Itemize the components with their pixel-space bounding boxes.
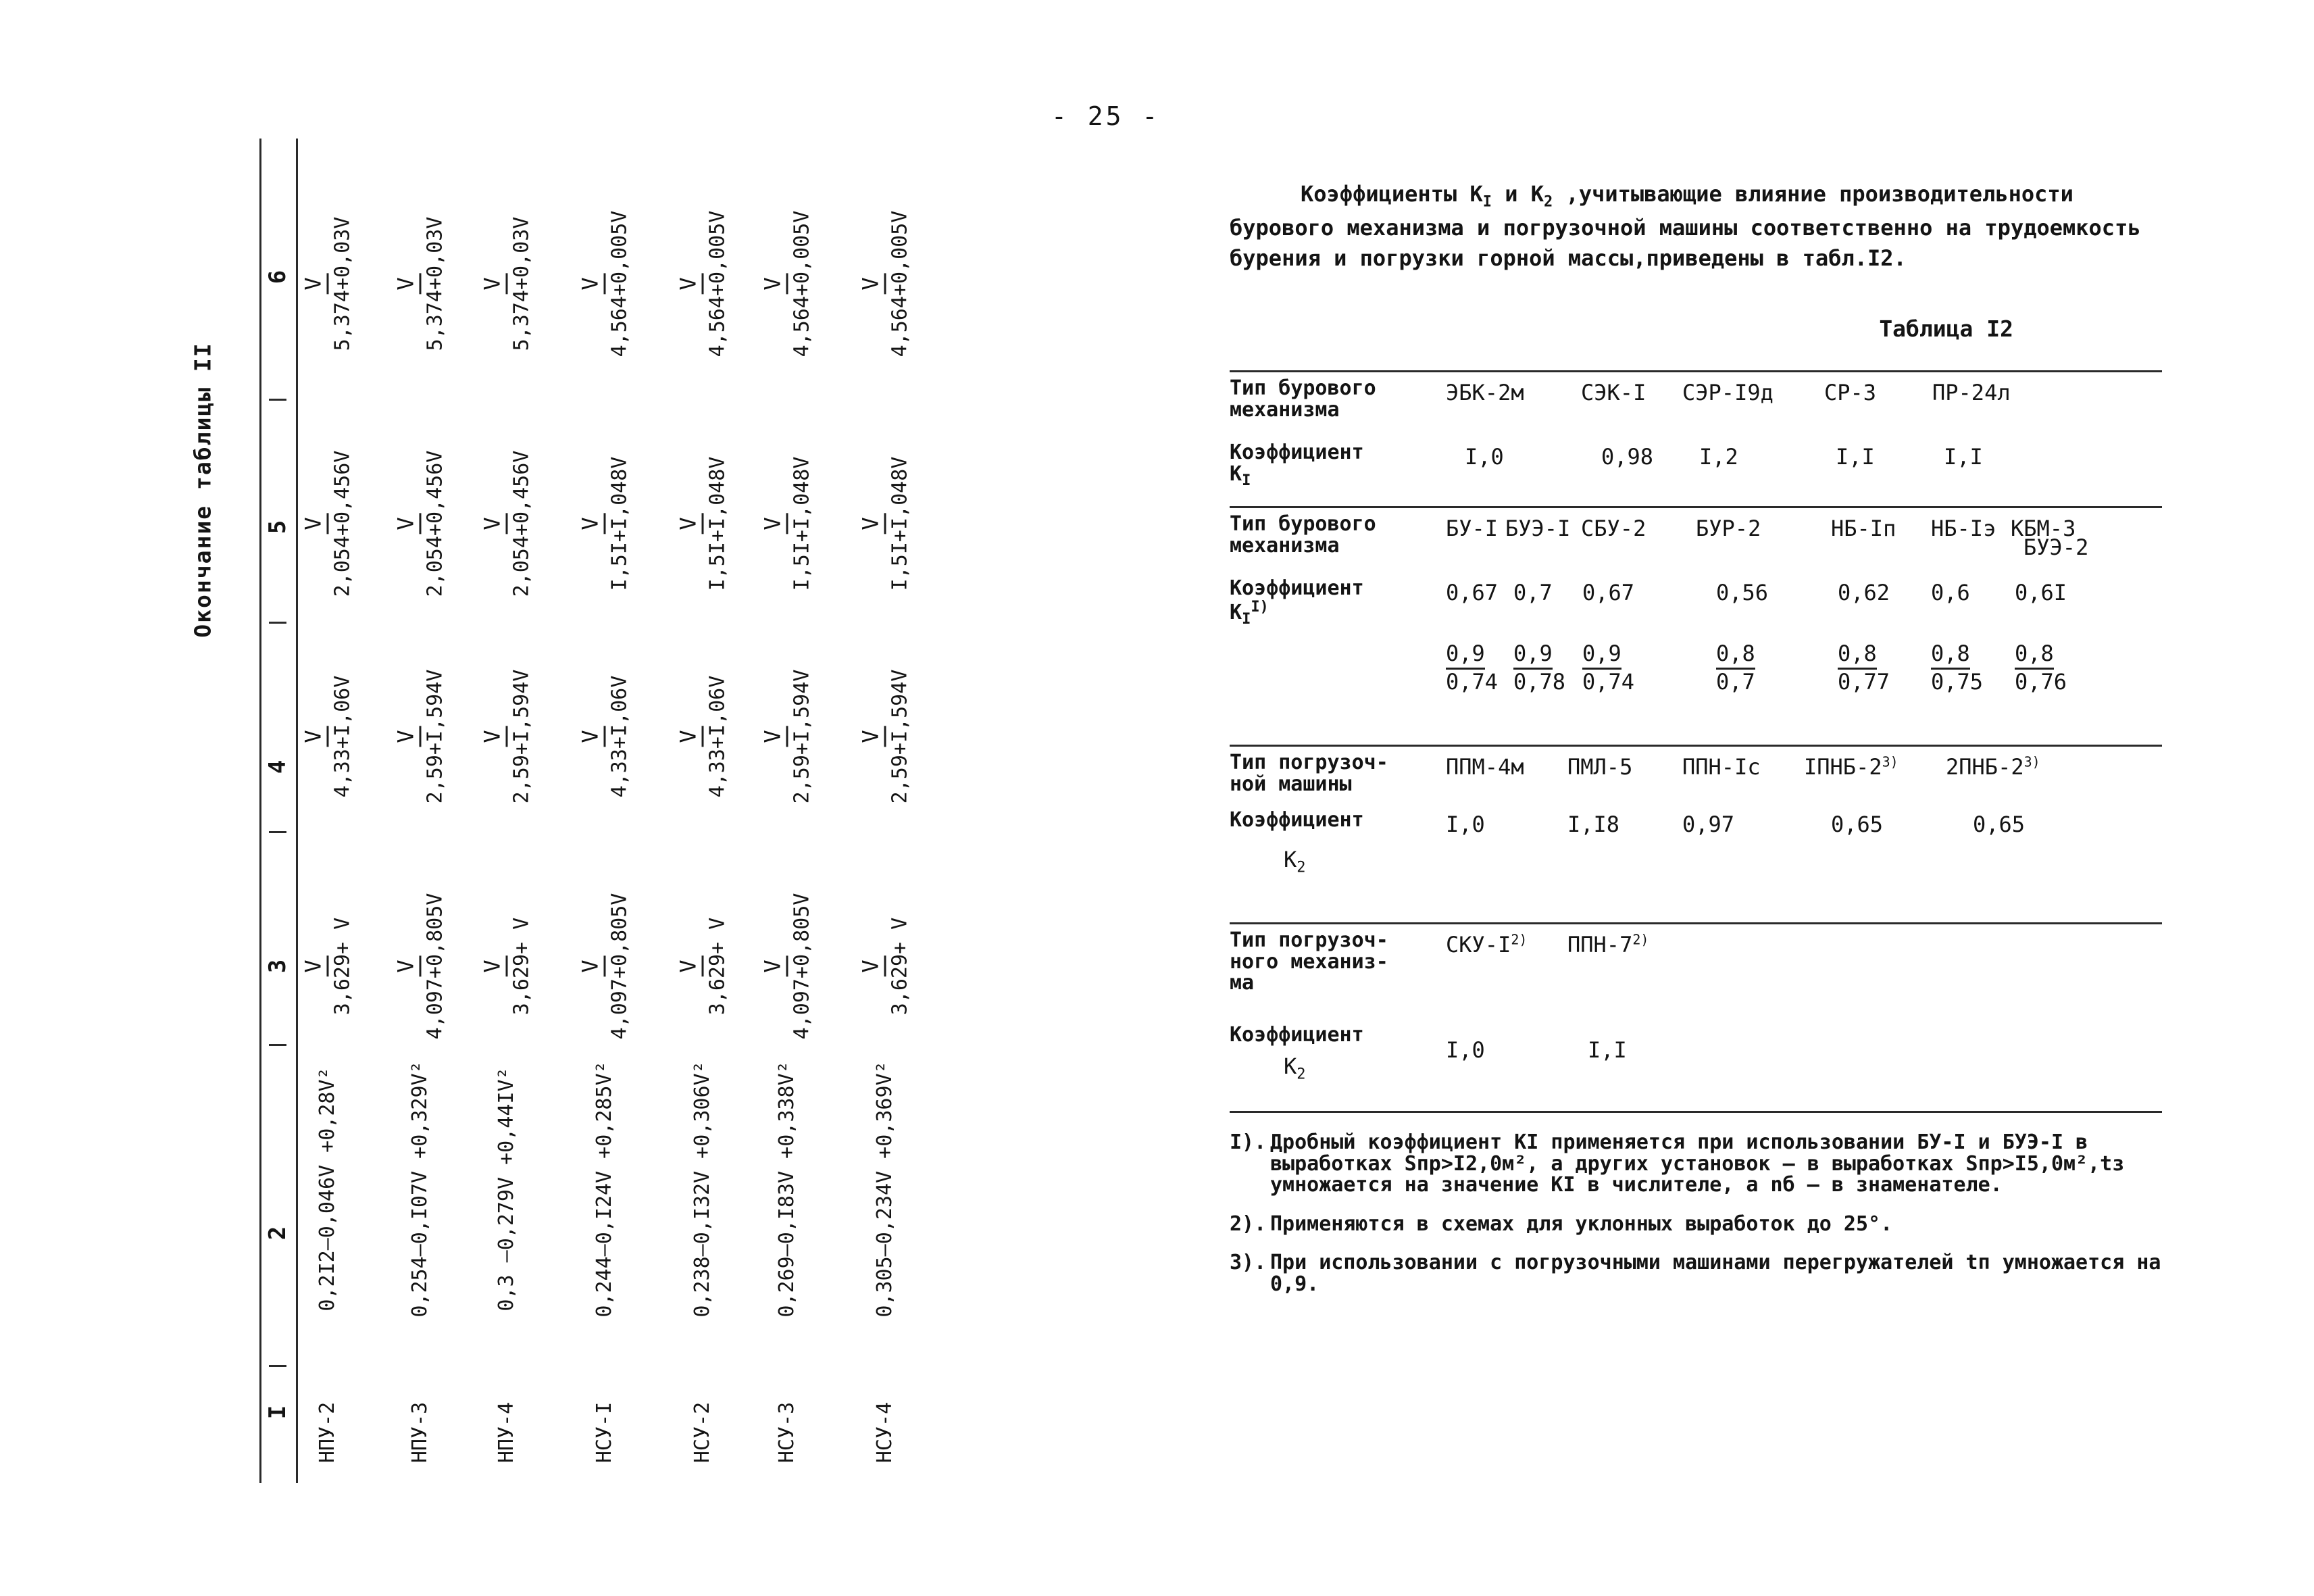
- label-coefficient-k2: Коэффициент $K_2$: [1230, 808, 1364, 876]
- coefficient-cell: I,I8: [1567, 812, 1620, 838]
- table-11-column-separator: [269, 831, 286, 833]
- loader-type-cell: ППН-7$^{2)}$: [1567, 931, 1649, 958]
- fraction-formula-cell: V 2,054+0,456V: [479, 450, 534, 597]
- coefficient-cell: 0,56: [1716, 580, 1769, 606]
- fraction-formula-cell: V 5,374+0,03V: [479, 216, 534, 351]
- label-coefficient-k1: Коэффициент $K_I^{I)}$: [1230, 576, 1364, 628]
- fraction-formula-cell: V I,5I+I,048V: [857, 456, 912, 591]
- fraction-formula-cell: V 2,59+I,594V: [393, 669, 447, 804]
- fraction-formula-cell: V 4,564+0,005V: [759, 210, 814, 357]
- table-12-caption: Таблица I2: [1879, 315, 2013, 342]
- drill-type-cell: БУЭ-I: [1505, 516, 1571, 542]
- loader-type-cell: ППМ-4м: [1446, 754, 1524, 780]
- coefficient-cell: 0,67: [1582, 580, 1635, 606]
- label-drill-type: Тип бурового механизма: [1230, 376, 1376, 422]
- fraction-coefficient: $\frac{0,9}{0,74}$: [1446, 641, 1499, 695]
- fraction-formula-cell: V 2,054+0,456V: [393, 450, 447, 597]
- table-11-column-number: I: [264, 1405, 291, 1420]
- fraction-formula-cell: V I,5I+I,048V: [675, 456, 730, 591]
- fraction-formula-cell: V 4,097+0,805V: [577, 893, 632, 1040]
- fraction-formula-cell: V 2,59+I,594V: [759, 669, 814, 804]
- formula-cell: 0,254–0,I07V +0,329V²: [408, 1061, 432, 1318]
- fraction-formula-cell: V 3,629+ V: [300, 917, 355, 1016]
- drill-type-cell: СР-3: [1824, 380, 1877, 406]
- fraction-formula-cell: V 4,097+0,805V: [393, 893, 447, 1040]
- drill-type-cell-extra: БУЭ-2: [2023, 534, 2089, 561]
- unit-type-cell: НПУ-2: [316, 1401, 339, 1464]
- unit-type-cell: НСУ-4: [873, 1401, 897, 1464]
- loader-type-cell: IПНБ-2$^{3)}$: [1804, 753, 1898, 780]
- table-11-column-number: 5: [264, 520, 291, 534]
- footnote: 2). Применяются в схемах для уклонных выработок до 25°.: [1230, 1212, 1893, 1236]
- table-11-left-border: [259, 139, 261, 1483]
- fraction-formula-cell: V 5,374+0,03V: [393, 216, 447, 351]
- drill-type-cell: БУ-I: [1446, 516, 1499, 542]
- formula-cell: 0,269–0,I83V +0,338V²: [775, 1061, 799, 1318]
- fraction-coefficient: $\frac{0,8}{0,75}$: [1931, 641, 1984, 695]
- formula-cell: 0,2I2–0,046V +0,28V²: [316, 1067, 339, 1312]
- fraction-formula-cell: V I,5I+I,048V: [577, 456, 632, 591]
- fraction-formula-cell: V 4,33+I,06V: [675, 675, 730, 798]
- footnotes: [1230, 1132, 2162, 1295]
- table-11-column-separator: [269, 1365, 286, 1367]
- coefficient-cell: I,I: [1944, 444, 1983, 470]
- formula-cell: 0,3 –0,279V +0,44IV²: [495, 1067, 518, 1312]
- label-drill-type: Тип бурового механизма: [1230, 512, 1376, 557]
- table-12-section-4: [1230, 922, 2162, 1113]
- table-11-title: Окончание таблицы II: [189, 342, 216, 638]
- fraction-formula-cell: V I,5I+I,048V: [759, 456, 814, 591]
- unit-type-cell: НПУ-4: [495, 1401, 518, 1464]
- table-11-column-separator: [269, 399, 286, 401]
- coefficient-cell: I,2: [1699, 444, 1738, 470]
- fraction-formula-cell: V 3,629+ V: [675, 917, 730, 1016]
- coefficient-cell: I,0: [1446, 1037, 1485, 1064]
- table-12-section-1: [1230, 370, 2162, 506]
- drill-type-cell: СЭК-I: [1581, 380, 1646, 406]
- fraction-formula-cell: V 4,564+0,005V: [577, 210, 632, 357]
- drill-type-cell: СБУ-2: [1581, 516, 1646, 542]
- unit-type-cell: НСУ-3: [775, 1401, 799, 1464]
- footnote: 3). При использовании с погрузочными машинами перегружателей tп умножается на 0,9.: [1230, 1251, 2161, 1296]
- coefficient-cell: 0,6: [1931, 580, 1970, 606]
- table-11-column-number: 3: [264, 959, 291, 974]
- drill-type-cell: НБ-Iп: [1831, 516, 1896, 542]
- loader-type-cell: ПМЛ-5: [1567, 754, 1633, 780]
- fraction-formula-cell: V 3,629+ V: [857, 917, 912, 1016]
- fraction-formula-cell: V 4,33+I,06V: [577, 675, 632, 798]
- label-loader-type: Тип погрузоч- ной машины: [1230, 751, 1388, 796]
- fraction-formula-cell: V 4,564+0,005V: [857, 210, 912, 357]
- unit-type-cell: НСУ-I: [593, 1401, 616, 1464]
- table-11: [0, 0, 1013, 1596]
- table-11-column-number: 6: [264, 270, 291, 284]
- coefficient-cell: 0,6I: [2015, 580, 2067, 606]
- table-11-column-number: 2: [264, 1226, 291, 1241]
- fraction-formula-cell: V 4,33+I,06V: [300, 675, 355, 798]
- intro-paragraph: Коэффициенты $K_I$ и $K_2$ ,учитывающие влияние производительности бурового механизма и погрузочной машины соответственно на трудоемкость бурения и погрузки горной массы,приведены в табл.I2.: [1230, 181, 2141, 272]
- drill-type-cell: НБ-Iэ: [1931, 516, 1996, 542]
- coefficient-cell: I,0: [1465, 444, 1504, 470]
- fraction-coefficient: $\frac{0,9}{0,74}$: [1582, 641, 1635, 695]
- formula-cell: 0,244–0,I24V +0,285V²: [593, 1061, 616, 1318]
- label-loader-mechanism-type: Тип погрузоч- ного механиз- ма: [1230, 928, 1388, 995]
- fraction-formula-cell: V 3,629+ V: [479, 917, 534, 1016]
- table-12-section-2: [1230, 506, 2162, 745]
- formula-cell: 0,305–0,234V +0,369V²: [873, 1061, 897, 1318]
- fraction-coefficient: $\frac{0,8}{0,7}$: [1716, 641, 1755, 695]
- fraction-formula-cell: V 5,374+0,03V: [300, 216, 355, 351]
- fraction-formula-cell: V 2,59+I,594V: [479, 669, 534, 804]
- table-11-column-separator: [269, 1044, 286, 1046]
- unit-type-cell: НСУ-2: [690, 1401, 714, 1464]
- formula-cell: 0,238–0,I32V +0,306V²: [690, 1061, 714, 1318]
- fraction-formula-cell: V 2,59+I,594V: [857, 669, 912, 804]
- coefficient-cell: I,0: [1446, 812, 1485, 838]
- drill-type-cell: БУР-2: [1696, 516, 1761, 542]
- coefficient-cell: 0,62: [1838, 580, 1890, 606]
- fraction-formula-cell: V 4,564+0,005V: [675, 210, 730, 357]
- right-column: [1230, 179, 2162, 1312]
- coefficient-cell: 0,65: [1831, 812, 1884, 838]
- footnote: I). Дробный коэффициент KI применяется при использовании БУ-I и БУЭ-I в выработках Sпр>I2,0м², а других установок – в выработках Sпр>I5,0м²,tз умножается на значение KI в числителе, а nб – в знаменателе.: [1230, 1130, 2125, 1197]
- drill-type-cell: СЭР-I9д: [1682, 380, 1774, 406]
- label-coefficient-k2: Коэффициент $K_2$: [1230, 1023, 1364, 1083]
- table-11-header-divider: [296, 139, 298, 1483]
- loader-type-cell: 2ПНБ-2$^{3)}$: [1946, 753, 2040, 780]
- coefficient-cell: 0,97: [1682, 812, 1735, 838]
- loader-type-cell: СКУ-$I^{2)}$: [1446, 931, 1528, 958]
- page-number: - 25 -: [1051, 101, 1161, 131]
- fraction-coefficient: $\frac{0,8}{0,76}$: [2015, 641, 2067, 695]
- fraction-formula-cell: V 2,054+0,456V: [300, 450, 355, 597]
- drill-type-cell: ЭБК-2м: [1446, 380, 1524, 406]
- table-11-column-number: 4: [264, 759, 291, 774]
- coefficient-cell: I,I: [1836, 444, 1875, 470]
- label-coefficient-k1: Коэффициент $K_I$: [1230, 441, 1364, 489]
- fraction-coefficient: $\frac{0,9}{0,78}$: [1513, 641, 1566, 695]
- fraction-coefficient: $\frac{0,8}{0,77}$: [1838, 641, 1890, 695]
- table-12-section-3: [1230, 745, 2162, 922]
- coefficient-cell: 0,65: [1973, 812, 2026, 838]
- coefficient-cell: 0,67: [1446, 580, 1499, 606]
- fraction-formula-cell: V 4,097+0,805V: [759, 893, 814, 1040]
- coefficient-cell: 0,98: [1601, 444, 1654, 470]
- loader-type-cell: ППН-Iс: [1682, 754, 1761, 780]
- unit-type-cell: НПУ-3: [408, 1401, 432, 1464]
- table-11-column-separator: [269, 622, 286, 624]
- coefficient-cell: 0,7: [1513, 580, 1553, 606]
- drill-type-cell: КБМ-3: [2011, 516, 2076, 542]
- drill-type-cell: ПР-24л: [1932, 380, 2011, 406]
- coefficient-cell: I,I: [1588, 1037, 1627, 1064]
